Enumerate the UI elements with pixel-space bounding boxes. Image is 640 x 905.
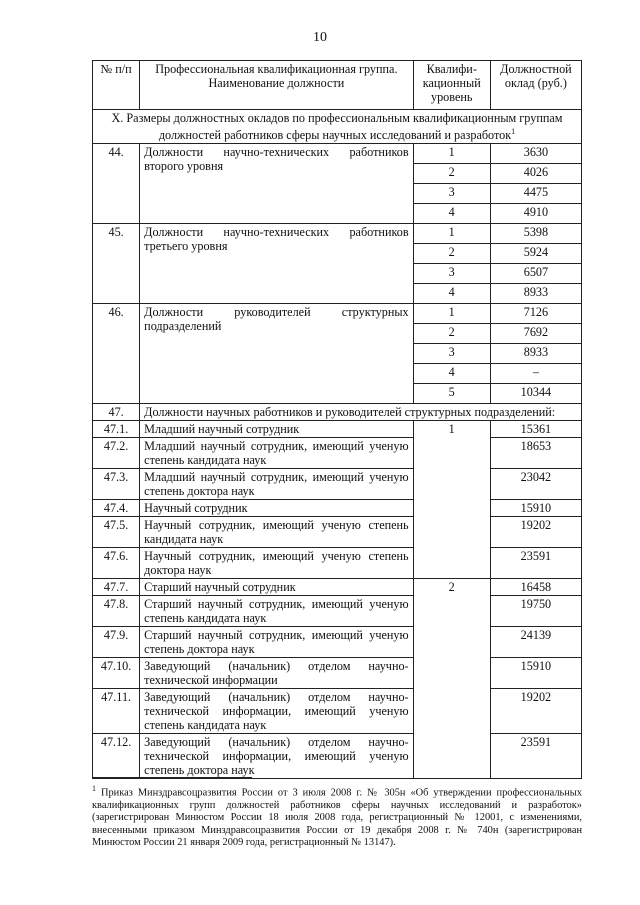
position-number: 47.7. [93, 579, 140, 596]
table-row [93, 627, 582, 658]
table-header-row [93, 61, 582, 110]
footnote-text: Приказ Минздравсоцразвития России от 3 июля 2008 г. № 305н «Об утверждении профессиональных квалификационных групп должностей работников сферы научных исследований и разработок» (зарегистрирован Минюстом России 18 июля 2008 года, регистрационный № 12001, с изменениями, внесенными приказом Минздравсоцразвития России от 19 декабря 2008 г. № 740н (зарегистрирован Минюстом России 21 января 2009 года, регистрационный № 13147). [92, 787, 582, 849]
table-row [93, 658, 582, 689]
position-number: 47.2. [93, 438, 140, 469]
salary-value: 15910 [490, 500, 581, 517]
salary-value: 19750 [490, 596, 581, 627]
salary-value: 4026 [490, 164, 581, 184]
qualification-level: 4 [413, 284, 490, 304]
salary-value: 8933 [490, 344, 581, 364]
salary-value: 10344 [490, 384, 581, 404]
header-salary: Должностной оклад (руб.) [490, 61, 581, 110]
table-row [93, 596, 582, 627]
position-name: Старший научный сотрудник, имеющий ученую степень кандидата наук [140, 596, 413, 627]
group-name: Должности научно-технических работников третьего уровня [140, 224, 413, 304]
group-name: Должности руководителей структурных подразделений [140, 304, 413, 404]
table-row [93, 224, 582, 244]
qualification-level: 4 [413, 204, 490, 224]
qualification-level: 2 [413, 579, 490, 779]
position-name: Заведующий (начальник) отделом научно-технической информации [140, 658, 413, 689]
table-row [93, 689, 582, 734]
table-row [93, 421, 582, 438]
table-row [93, 579, 582, 596]
table-row [93, 548, 582, 579]
position-name: Заведующий (начальник) отделом научно-технической информации, имеющий ученую степень кандидата наук [140, 689, 413, 734]
salary-value: 24139 [490, 627, 581, 658]
salary-value: 16458 [490, 579, 581, 596]
table-row [93, 469, 582, 500]
footnote [92, 783, 582, 850]
qualification-level: 1 [413, 421, 490, 579]
qualification-level: 2 [413, 324, 490, 344]
group-number: 47. [93, 404, 140, 421]
position-name: Старший научный сотрудник [140, 579, 413, 596]
salary-value: 3630 [490, 144, 581, 164]
position-number: 47.4. [93, 500, 140, 517]
qualification-level: 1 [413, 304, 490, 324]
position-number: 47.11. [93, 689, 140, 734]
position-name: Научный сотрудник [140, 500, 413, 517]
salary-value: 7692 [490, 324, 581, 344]
salary-table [92, 60, 582, 779]
table-row [93, 404, 582, 421]
table-row [93, 500, 582, 517]
table-row [93, 517, 582, 548]
qualification-level: 1 [413, 144, 490, 164]
page-number: 10 [313, 30, 327, 45]
group-number: 45. [93, 224, 140, 304]
section-footnote-mark: 1 [511, 127, 516, 136]
salary-value: 19202 [490, 517, 581, 548]
qualification-level: 4 [413, 364, 490, 384]
footnote-mark: 1 [92, 784, 96, 793]
position-name: Младший научный сотрудник, имеющий ученую степень доктора наук [140, 469, 413, 500]
qualification-level: 3 [413, 344, 490, 364]
salary-value: 23591 [490, 734, 581, 779]
position-name: Младший научный сотрудник [140, 421, 413, 438]
group-name: Должности научных работников и руководителей структурных подразделений: [140, 404, 582, 421]
position-name: Старший научный сотрудник, имеющий ученую степень доктора наук [140, 627, 413, 658]
position-number: 47.1. [93, 421, 140, 438]
salary-value: 8933 [490, 284, 581, 304]
table-row [93, 304, 582, 324]
qualification-level: 3 [413, 264, 490, 284]
position-number: 47.8. [93, 596, 140, 627]
position-name: Заведующий (начальник) отделом научно-технической информации, имеющий ученую степень доктора наук [140, 734, 413, 779]
position-name: Научный сотрудник, имеющий ученую степень доктора наук [140, 548, 413, 579]
qualification-level: 1 [413, 224, 490, 244]
group-number: 44. [93, 144, 140, 224]
table-row [93, 734, 582, 779]
group-number: 46. [93, 304, 140, 404]
salary-value: 4475 [490, 184, 581, 204]
section-row [93, 110, 582, 144]
position-name: Научный сотрудник, имеющий ученую степень кандидата наук [140, 517, 413, 548]
salary-value: – [490, 364, 581, 384]
table-row [93, 144, 582, 164]
salary-value: 5924 [490, 244, 581, 264]
position-number: 47.10. [93, 658, 140, 689]
salary-value: 15361 [490, 421, 581, 438]
position-number: 47.3. [93, 469, 140, 500]
salary-value: 5398 [490, 224, 581, 244]
group-name: Должности научно-технических работников второго уровня [140, 144, 413, 224]
position-number: 47.6. [93, 548, 140, 579]
footnote-divider [92, 777, 252, 778]
section-title-cell [93, 110, 582, 144]
table-row [93, 438, 582, 469]
salary-value: 23591 [490, 548, 581, 579]
salary-value: 7126 [490, 304, 581, 324]
salary-value: 15910 [490, 658, 581, 689]
header-level: Квалифи- кационный уровень [413, 61, 490, 110]
position-name: Младший научный сотрудник, имеющий ученую степень кандидата наук [140, 438, 413, 469]
salary-value: 19202 [490, 689, 581, 734]
qualification-level: 5 [413, 384, 490, 404]
qualification-level: 2 [413, 164, 490, 184]
salary-value: 4910 [490, 204, 581, 224]
qualification-level: 2 [413, 244, 490, 264]
position-number: 47.9. [93, 627, 140, 658]
salary-value: 23042 [490, 469, 581, 500]
position-number: 47.12. [93, 734, 140, 779]
salary-value: 6507 [490, 264, 581, 284]
header-num: № п/п [93, 61, 140, 110]
position-number: 47.5. [93, 517, 140, 548]
header-group: Профессиональная квалификационная группа. Наименование должности [140, 61, 413, 110]
salary-value: 18653 [490, 438, 581, 469]
qualification-level: 3 [413, 184, 490, 204]
section-title: X. Размеры должностных окладов по профессиональным квалификационным группам должностей работников сферы научных исследований и разработок [111, 111, 563, 143]
table-body [93, 110, 582, 779]
